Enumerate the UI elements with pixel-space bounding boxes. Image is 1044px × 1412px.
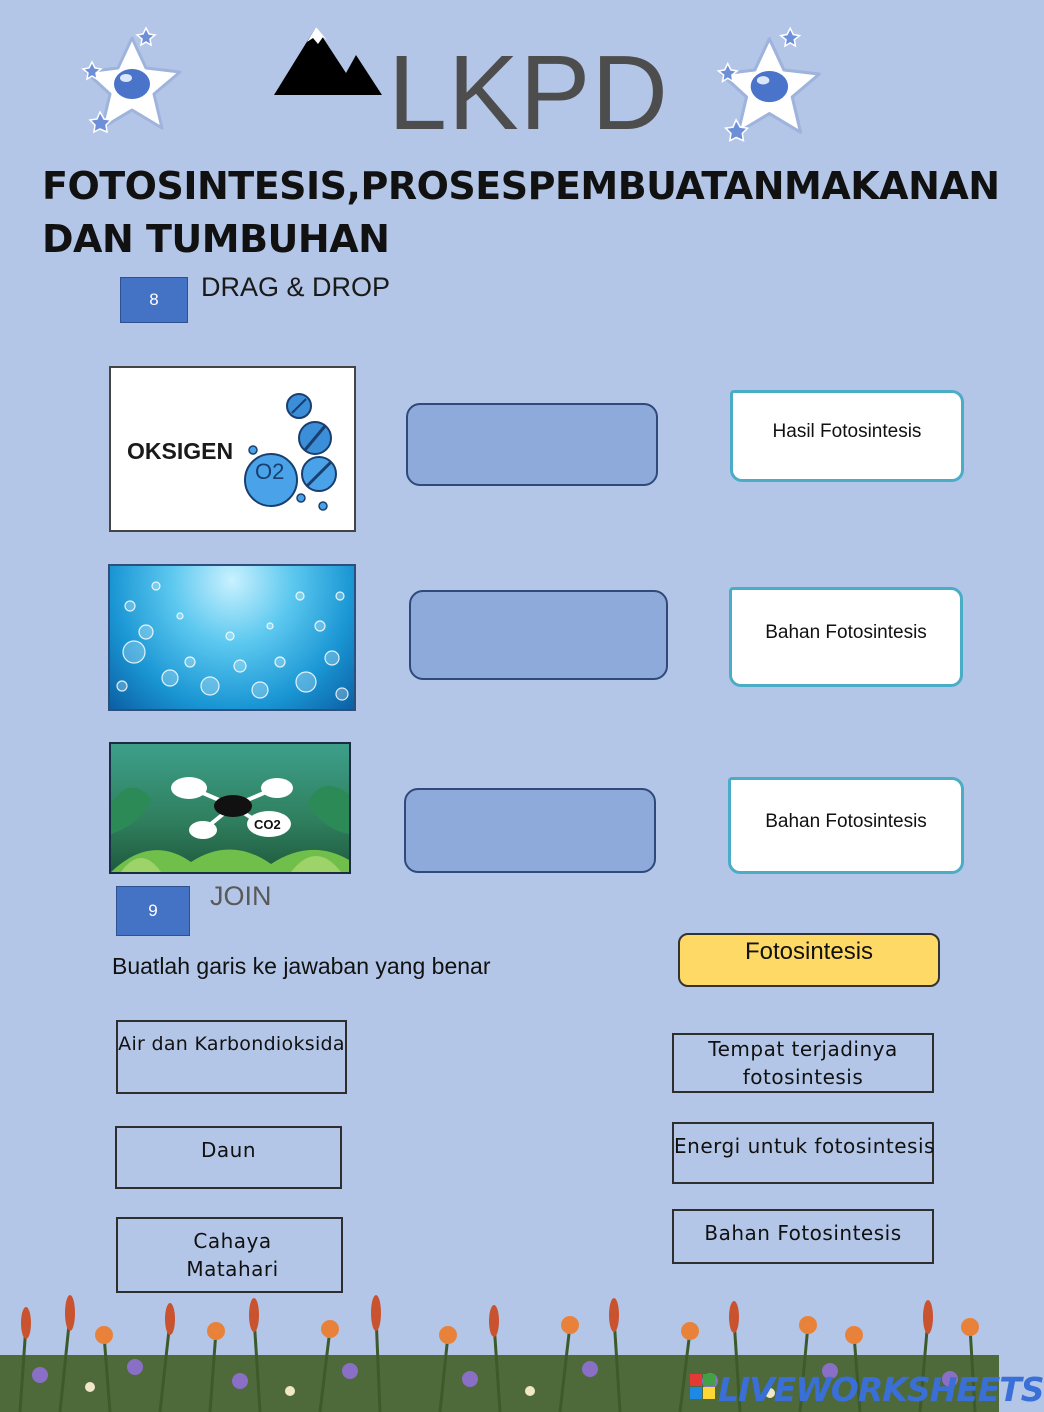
question-number-badge: 8 bbox=[120, 277, 188, 323]
liveworksheets-watermark: LIVEWORKSHEETS bbox=[718, 1370, 1044, 1409]
liveworksheets-logo-icon bbox=[690, 1374, 716, 1400]
o2-formula-label: O2 bbox=[255, 459, 285, 484]
section-label-join: JOIN bbox=[210, 881, 272, 911]
drag-card-label: Bahan Fotosintesis bbox=[765, 810, 927, 832]
join-item-right-1[interactable]: Tempat terjadinya fotosintesis bbox=[672, 1033, 934, 1093]
mountain-logo-icon bbox=[272, 25, 384, 97]
bubbles-icon bbox=[110, 566, 354, 709]
join-item-left-1[interactable]: Air dan Karbondioksida bbox=[116, 1020, 347, 1094]
co2-forest-image bbox=[109, 742, 351, 874]
join-item-right-3[interactable]: Bahan Fotosintesis bbox=[672, 1209, 934, 1264]
star-decoration-icon bbox=[80, 20, 190, 145]
drop-zone-2[interactable] bbox=[409, 590, 668, 680]
drag-card-label: Hasil Fotosintesis bbox=[772, 421, 922, 442]
star-decoration-icon bbox=[715, 20, 830, 150]
join-item-left-2[interactable]: Daun bbox=[115, 1126, 342, 1189]
instruction-text: Buatlah garis ke jawaban yang benar bbox=[112, 953, 491, 979]
oksigen-image bbox=[109, 366, 356, 532]
oksigen-image-label: OKSIGEN bbox=[127, 438, 234, 464]
join-item-right-2[interactable]: Energi untuk fotosintesis bbox=[672, 1122, 934, 1184]
lkpd-logo-text: LKPD bbox=[388, 34, 669, 152]
co2-molecule-icon bbox=[111, 744, 349, 872]
water-bubbles-image bbox=[108, 564, 356, 711]
co2-formula-label: CO2 bbox=[254, 817, 281, 832]
drag-card-bahan-fotosintesis-2[interactable] bbox=[728, 777, 964, 874]
topic-box: Fotosintesis bbox=[678, 933, 940, 987]
drag-card-bahan-fotosintesis-1[interactable] bbox=[729, 587, 963, 687]
drop-zone-1[interactable] bbox=[406, 403, 658, 486]
o2-molecule-icon bbox=[239, 386, 349, 516]
drag-card-hasil-fotosintesis[interactable] bbox=[730, 390, 964, 482]
join-item-left-3[interactable]: Cahaya Matahari bbox=[116, 1217, 343, 1293]
section-label-drag-drop: DRAG & DROP bbox=[201, 272, 391, 302]
page-title: FOTOSINTESIS,PROSESPEMBUATANMAKANAN DAN TUMBUHAN bbox=[42, 164, 1000, 261]
drop-zone-3[interactable] bbox=[404, 788, 656, 873]
drag-card-label: Bahan Fotosintesis bbox=[765, 622, 927, 643]
question-number-badge: 9 bbox=[116, 886, 190, 936]
